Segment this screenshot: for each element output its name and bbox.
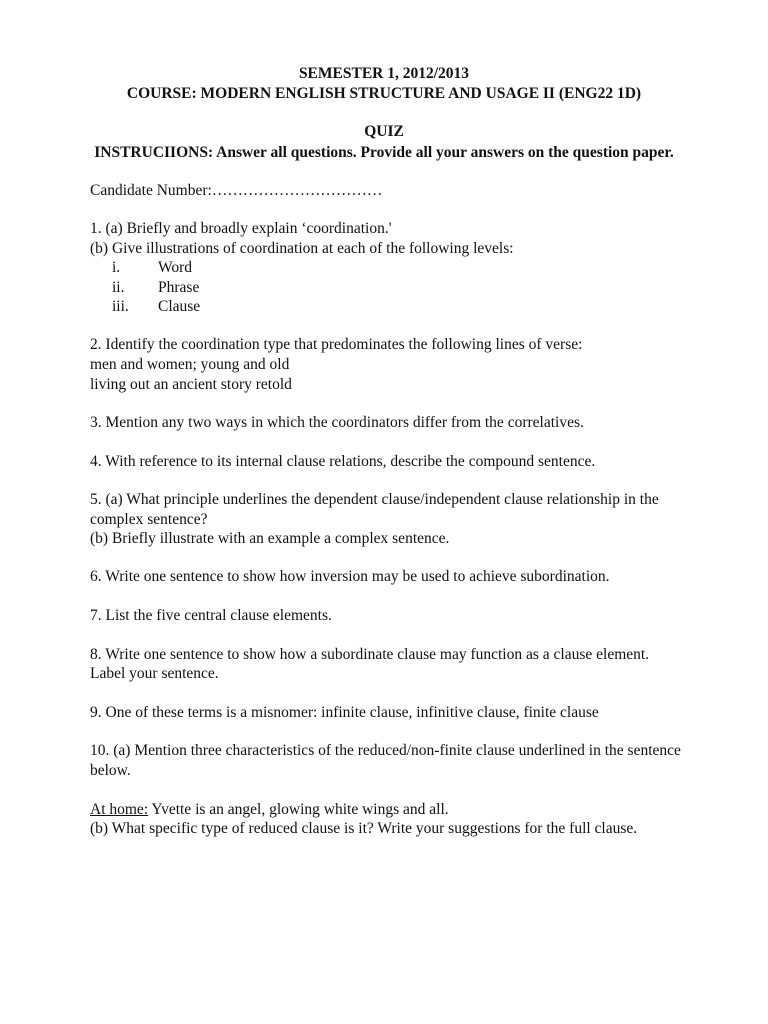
- example-sentence: [90, 800, 449, 819]
- level-label: Clause: [158, 298, 201, 315]
- instructions: INSTRUCIIONS: Answer all questions. Provide all your answers on the question paper.: [94, 144, 674, 161]
- level-number: iii.: [112, 298, 129, 315]
- verse-line: living out an ancient story retold: [90, 376, 292, 393]
- question-10a-cont: below.: [90, 762, 131, 779]
- question-5a: 5. (a) What principle underlines the dependent clause/independent clause relationship in the: [90, 491, 659, 508]
- underlined-clause: At home:: [90, 801, 149, 818]
- question-8: 8. Write one sentence to show how a subordinate clause may function as a clause element.: [90, 646, 650, 663]
- level-number: ii.: [112, 279, 125, 296]
- question-9: 9. One of these terms is a misnomer: infinite clause, infinitive clause, finite clause: [90, 704, 599, 721]
- quiz-heading: QUIZ: [364, 123, 404, 140]
- question-3: 3. Mention any two ways in which the coordinators differ from the correlatives.: [90, 414, 584, 431]
- level-label: Word: [158, 259, 193, 276]
- question-2: 2. Identify the coordination type that predominates the following lines of verse:: [90, 336, 583, 353]
- semester-heading: SEMESTER 1, 2012/2013: [298, 65, 470, 82]
- candidate-number: Candidate Number:……………………………: [90, 182, 383, 199]
- question-5b: (b) Briefly illustrate with an example a complex sentence.: [90, 530, 450, 547]
- question-10b: (b) What specific type of reduced clause is it? Write your suggestions for the full clause.: [90, 820, 638, 837]
- question-1b: (b) Give illustrations of coordination at each of the following levels:: [90, 240, 514, 257]
- level-number: i.: [112, 259, 121, 276]
- question-1a: 1. (a) Briefly and broadly explain ‘coordination.': [90, 220, 392, 237]
- level-label: Phrase: [158, 279, 200, 296]
- question-5a-cont: complex sentence?: [90, 511, 208, 528]
- course-heading: COURSE: MODERN ENGLISH STRUCTURE AND USAGE II (ENG22 1D): [126, 85, 642, 102]
- question-4: 4. With reference to its internal clause relations, describe the compound sentence.: [90, 453, 596, 470]
- question-6: 6. Write one sentence to show how inversion may be used to achieve subordination.: [90, 568, 610, 585]
- example-rest: Yvette is an angel, glowing white wings and all.: [148, 801, 449, 818]
- question-7: 7. List the five central clause elements.: [90, 607, 332, 624]
- question-8-cont: Label your sentence.: [90, 665, 219, 682]
- question-10a: 10. (a) Mention three characteristics of the reduced/non-finite clause underlined in the sentence: [90, 742, 681, 759]
- verse-line: men and women; young and old: [90, 356, 290, 373]
